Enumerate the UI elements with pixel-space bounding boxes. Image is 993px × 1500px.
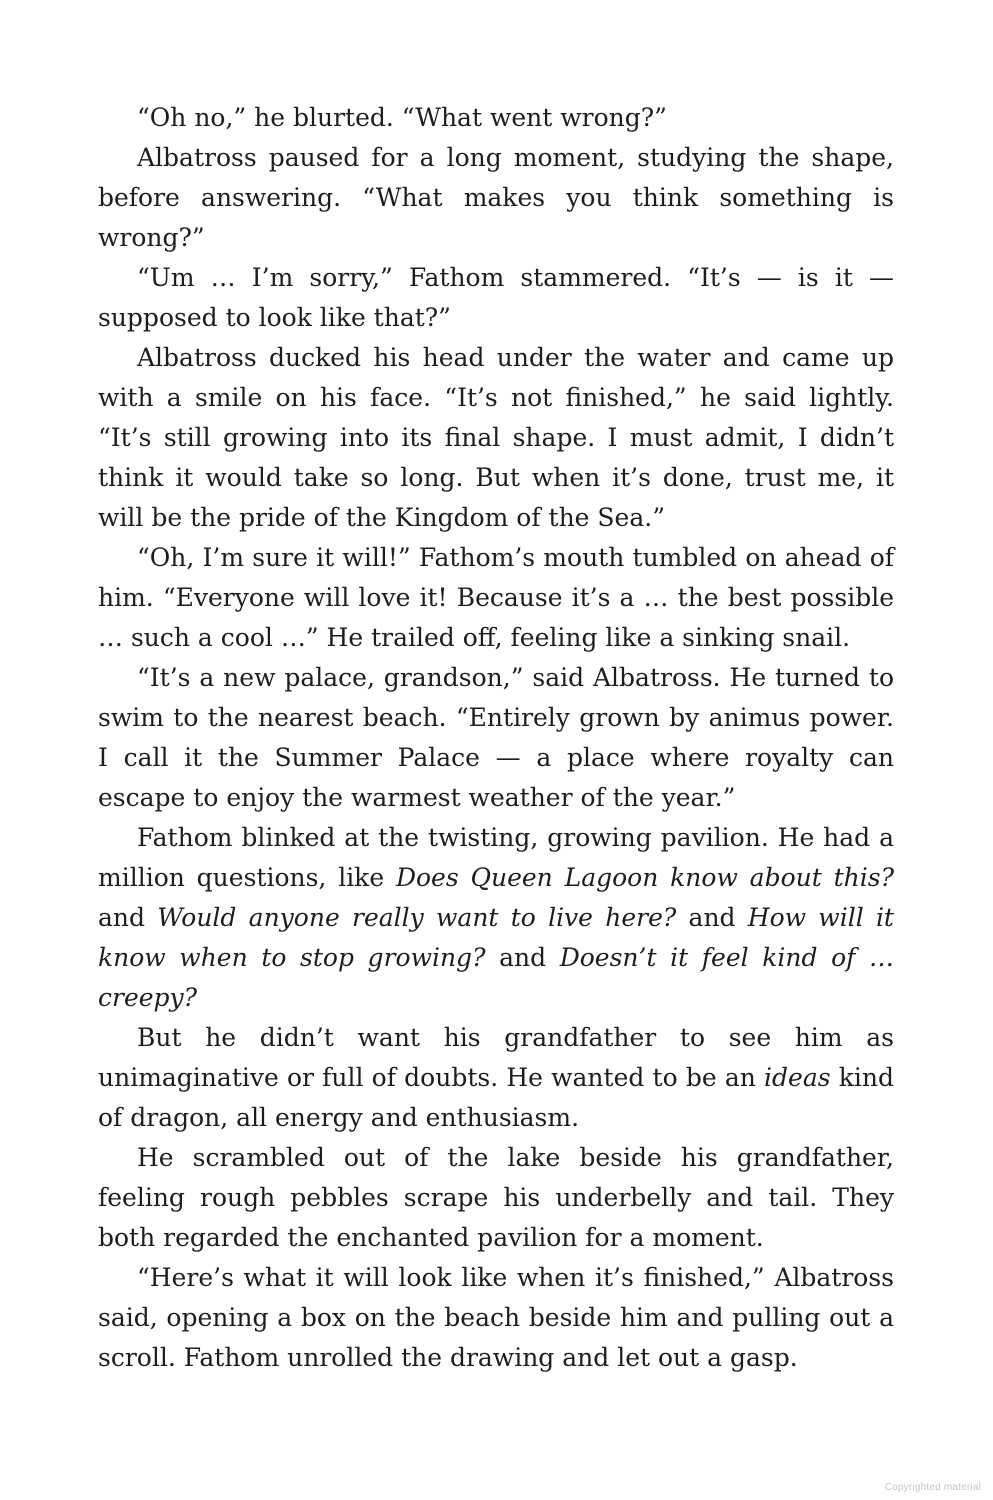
italic-text: Doesn’t it feel kind of … creepy? <box>98 943 894 1012</box>
text-run: kind of dragon, all energy and enthusiasm. <box>98 1063 894 1132</box>
text-run: “Oh, I’m sure it will!” Fathom’s mouth tumbled on ahead of him. “Everyone will love it! Because it’s a … the best possible … such a cool …” He trailed off, feeling like a sinking snail. <box>98 543 894 652</box>
book-page-text <box>98 98 894 1378</box>
italic-text: How will it know when to stop growing? <box>98 903 894 972</box>
copyright-watermark: Copyrighted material <box>884 1482 981 1493</box>
text-run: But he didn’t want his grandfather to see him as unimaginative or full of doubts. He wanted to be an <box>98 1023 894 1092</box>
text-run: Fathom blinked at the twisting, growing pavilion. He had a million questions, like <box>98 823 894 892</box>
italic-text: ideas <box>764 1063 831 1092</box>
paragraph <box>98 98 894 138</box>
text-run: Albatross paused for a long moment, studying the shape, before answering. “What makes you think something is wrong?” <box>98 143 894 252</box>
paragraph <box>98 818 894 1018</box>
paragraph <box>98 658 894 818</box>
text-run: Albatross ducked his head under the water and came up with a smile on his face. “It’s not finished,” he said lightly. “It’s still growing into its final shape. I must admit, I didn’t think it would take so long. But when it’s done, trust me, it will be the pride of the Kingdom of the Sea.” <box>98 343 894 532</box>
text-run: and <box>98 903 158 932</box>
italic-text: Does Queen Lagoon know about this? <box>395 863 894 892</box>
text-run: and <box>676 903 748 932</box>
paragraph <box>98 138 894 258</box>
text-run: “Um … I’m sorry,” Fathom stammered. “It’s — is it — supposed to look like that?” <box>98 263 894 332</box>
text-run: “It’s a new palace, grandson,” said Albatross. He turned to swim to the nearest beach. “Entirely grown by animus power. I call it the Summer Palace — a place where royalty can escape to enjoy the warmest weather of the year.” <box>98 663 894 812</box>
paragraph <box>98 1258 894 1378</box>
text-run: “Here’s what it will look like when it’s finished,” Albatross said, opening a box on the beach beside him and pulling out a scroll. Fathom unrolled the drawing and let out a gasp. <box>98 1263 894 1372</box>
paragraph <box>98 538 894 658</box>
text-run: “Oh no,” he blurted. “What went wrong?” <box>137 103 667 132</box>
paragraph <box>98 258 894 338</box>
italic-text: Would anyone really want to live here? <box>157 903 677 932</box>
paragraph <box>98 1018 894 1138</box>
paragraph <box>98 338 894 538</box>
paragraph <box>98 1138 894 1258</box>
text-run: and <box>485 943 560 972</box>
text-run: He scrambled out of the lake beside his grandfather, feeling rough pebbles scrape his underbelly and tail. They both regarded the enchanted pavilion for a moment. <box>98 1143 894 1252</box>
